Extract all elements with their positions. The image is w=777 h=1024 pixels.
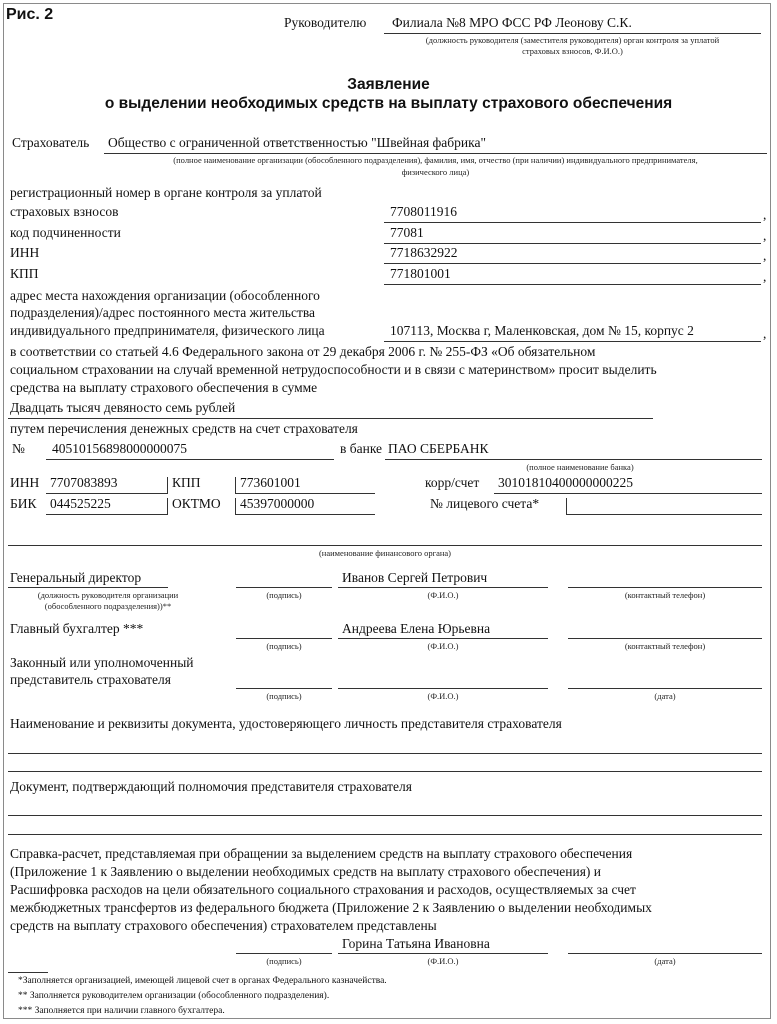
reg-number-label-1: регистрационный номер в органе контроля за уплатой	[10, 185, 322, 200]
addressee-label: Руководителю	[284, 15, 367, 30]
address-value: 107113, Москва г, Маленковская, дом № 15, корпус 2	[390, 323, 694, 338]
address-label-2: подразделения)/адрес постоянного места жительства	[10, 305, 316, 320]
kpp-value: 771801001	[390, 266, 451, 281]
separator-comma: ,	[763, 269, 767, 284]
accountant-sign-caption: (подпись)	[266, 641, 302, 651]
certificate-line-2: (Приложение 1 к Заявлению о выделении необходимых средств на выплату страхового обеспечения) и	[10, 864, 602, 879]
account-number-label: №	[12, 441, 25, 456]
bank-label: в банке	[340, 441, 383, 456]
bik-label: БИК	[10, 496, 37, 511]
bik-value: 044525225	[50, 496, 111, 511]
addressee-caption-1: (должность руководителя (заместителя руководителя) орган контроля за уплатой	[425, 35, 720, 45]
reg-number-value: 7708011916	[390, 204, 457, 219]
personal-account-label: № лицевого счета*	[430, 496, 540, 511]
director-sign-caption: (подпись)	[266, 590, 302, 600]
certificate-line-1: Справка-расчет, представляемая при обращении за выделением средств на выплату страхового обеспечения	[10, 846, 633, 861]
bank-name-value: ПАО СБЕРБАНК	[388, 441, 489, 456]
footnote-3: *** Заполняется при наличии главного бухгалтера.	[18, 1006, 225, 1016]
representative-label-1: Законный или уполномоченный	[10, 655, 194, 670]
accountant-phone-caption: (контактный телефон)	[624, 641, 706, 651]
certificate-line-3: Расшифровка расходов на цели обязательного социального страхования и расходов, осуществляемых за счет	[10, 882, 636, 897]
subordination-code-label: код подчиненности	[10, 225, 121, 240]
representative-label-2: представитель страхователя	[10, 672, 171, 687]
chief-accountant-name: Андреева Елена Юрьевна	[342, 621, 491, 636]
figure-label: Рис. 2	[6, 6, 54, 23]
director-fio-caption: (Ф.И.О.)	[427, 590, 459, 600]
director-caption-2: (обособленного подразделения))**	[44, 601, 172, 611]
bank-inn-label: ИНН	[10, 475, 40, 490]
insurer-value: Общество с ограниченной ответственностью "Швейная фабрика"	[108, 135, 486, 150]
form-title: Заявление	[347, 76, 430, 93]
director-position-label: Генеральный директор	[10, 570, 142, 585]
insurer-caption-1: (полное наименование организации (обособленного подразделения), фамилия, имя, отчество (при наличии) индивидуального предпринимателя,	[173, 155, 698, 165]
rep-fio-caption: (Ф.И.О.)	[427, 691, 459, 701]
insurer-caption-2: физического лица)	[401, 167, 470, 177]
address-label-3: индивидуального предпринимателя, физического лица	[10, 323, 325, 338]
certificate-date-caption: (дата)	[654, 956, 676, 966]
separator-comma: ,	[763, 326, 767, 341]
subordination-code-value: 77081	[390, 225, 424, 240]
footnote-1: *Заполняется организацией, имеющей лицевой счет в органах Федерального казначейства.	[18, 976, 387, 986]
account-number-value: 40510156898000000075	[52, 441, 187, 456]
identity-document-label: Наименование и реквизиты документа, удостоверяющего личность представителя страхователя	[10, 716, 562, 731]
director-caption-1: (должность руководителя организации	[37, 590, 179, 600]
separator-comma: ,	[763, 228, 767, 243]
address-label-1: адрес места нахождения организации (обособленного	[10, 288, 320, 303]
director-phone-caption: (контактный телефон)	[624, 590, 706, 600]
bank-name-caption: (полное наименование банка)	[526, 462, 634, 472]
chief-accountant-label: Главный бухгалтер ***	[10, 621, 144, 636]
inn-value: 7718632922	[390, 245, 458, 260]
law-text-line-2: социальном страховании на случай временной нетрудоспособности и в связи с материнством» просит выделить	[10, 362, 657, 377]
director-name: Иванов Сергей Петрович	[342, 570, 488, 585]
separator-comma: ,	[763, 248, 767, 263]
transfer-label: путем перечисления денежных средств на счет страхователя	[10, 421, 358, 436]
footnote-2: ** Заполняется руководителем организации (обособленного подразделения).	[18, 991, 330, 1001]
separator-comma: ,	[763, 207, 767, 222]
reg-number-label-2: страховых взносов	[10, 204, 119, 219]
authority-document-label: Документ, подтверждающий полномочия представителя страхователя	[10, 779, 412, 794]
certificate-line-5: средств на выплату страхового обеспечения) страхователем представлены	[10, 918, 437, 933]
bank-inn-value: 7707083893	[50, 475, 118, 490]
certificate-line-4: межбюджетных трансфертов из федерального бюджета (Приложение 2 к Заявлению о выделении необходимых	[10, 900, 652, 915]
oktmo-label: ОКТМО	[172, 496, 221, 511]
addressee-value: Филиала №8 МРО ФСС РФ Леонову С.К.	[392, 15, 632, 30]
accountant-fio-caption: (Ф.И.О.)	[427, 641, 459, 651]
addressee-caption-2: страховых взносов, Ф.И.О.)	[522, 46, 623, 56]
bank-kpp-label: КПП	[172, 475, 201, 490]
rep-date-caption: (дата)	[654, 691, 676, 701]
kpp-label: КПП	[10, 266, 39, 281]
rep-sign-caption: (подпись)	[266, 691, 302, 701]
bank-kpp-value: 773601001	[240, 475, 301, 490]
inn-label: ИНН	[10, 245, 40, 260]
certificate-sign-caption: (подпись)	[266, 956, 302, 966]
certificate-fio-caption: (Ф.И.О.)	[427, 956, 459, 966]
law-text-line-3: средства на выплату страхового обеспечения в сумме	[10, 380, 318, 395]
law-text-line-1: в соответствии со статьей 4.6 Федерального закона от 29 декабря 2006 г. № 255-ФЗ «Об обязательном	[10, 344, 596, 359]
corr-account-value: 30101810400000000225	[498, 475, 633, 490]
corr-account-label: корр/счет	[425, 475, 480, 490]
insurer-label: Страхователь	[12, 135, 90, 150]
certificate-signer-name: Горина Татьяна Ивановна	[342, 936, 490, 951]
financial-organ-caption: (наименование финансового органа)	[318, 548, 452, 558]
oktmo-value: 45397000000	[240, 496, 315, 511]
amount-value: Двадцать тысяч девяносто семь рублей	[10, 400, 236, 415]
form-subtitle: о выделении необходимых средств на выплату страхового обеспечения	[104, 95, 673, 112]
